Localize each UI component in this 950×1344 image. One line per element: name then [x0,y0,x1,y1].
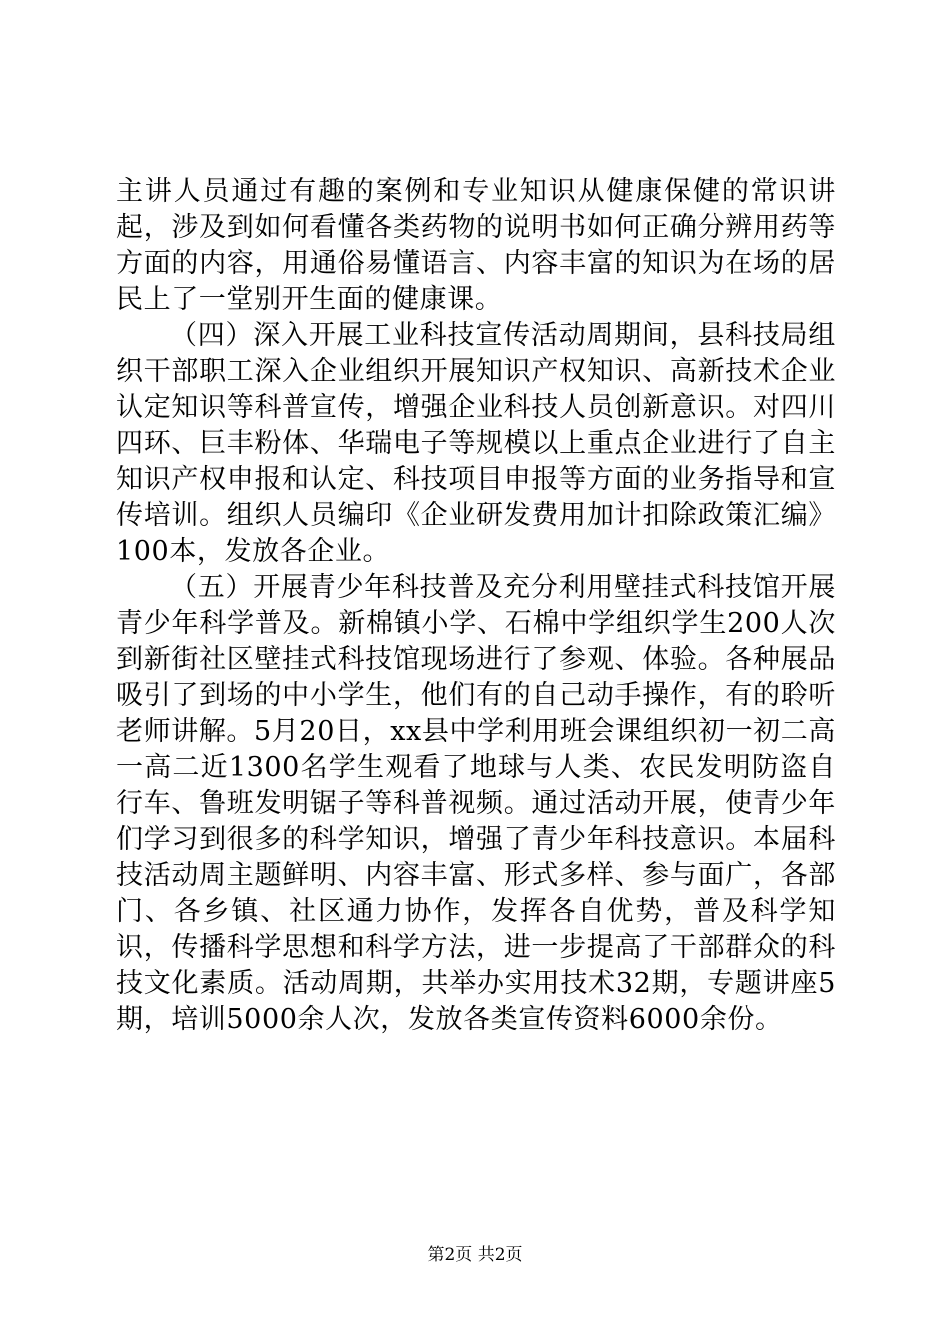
document-body [116,174,836,1038]
paragraph-health-lecture: 主讲人员通过有趣的案例和专业知识从健康保健的常识讲起，涉及到如何看懂各类药物的说明书如何正确分辨用药等方面的内容，用通俗易懂语言、内容丰富的知识为在场的居民上了一堂别开生面的健康课。 [116,176,836,315]
page-footer: 第2页 共2页 [427,1245,523,1265]
paragraph-industry-tech-week: （四）深入开展工业科技宣传活动周期间，县科技局组织干部职工深入企业组织开展知识产权知识、高新技术企业认定知识等科普宣传，增强企业科技人员创新意识。对四川四环、巨丰粉体、华瑞电子等规模以上重点企业进行了自主知识产权申报和认定、科技项目申报等方面的业务指导和宣传培训。组织人员编印《企业研发费用加计扣除政策汇编》100本，发放各企业。 [116,320,836,567]
paragraph-youth-science: （五）开展青少年科技普及充分利用壁挂式科技馆开展青少年科学普及。新棉镇小学、石棉中学组织学生200人次到新街社区壁挂式科技馆现场进行了参观、体验。各种展品吸引了到场的中小学生，他们有的自己动手操作，有的聆听老师讲解。5月20日，xx县中学利用班会课组织初一初二高一高二近1300名学生观看了地球与人类、农民发明防盗自行车、鲁班发明锯子等科普视频。通过活动开展，使青少年们学习到很多的科学知识，增强了青少年科技意识。本届科技活动周主题鲜明、内容丰富、形式多样、参与面广，各部门、各乡镇、社区通力协作，发挥各自优势，普及科学知识，传播科学思想和科学方法，进一步提高了干部群众的科技文化素质。活动周期，共举办实用技术32期，专题讲座5期，培训5000余人次，发放各类宣传资料6000余份。 [116,572,836,1035]
